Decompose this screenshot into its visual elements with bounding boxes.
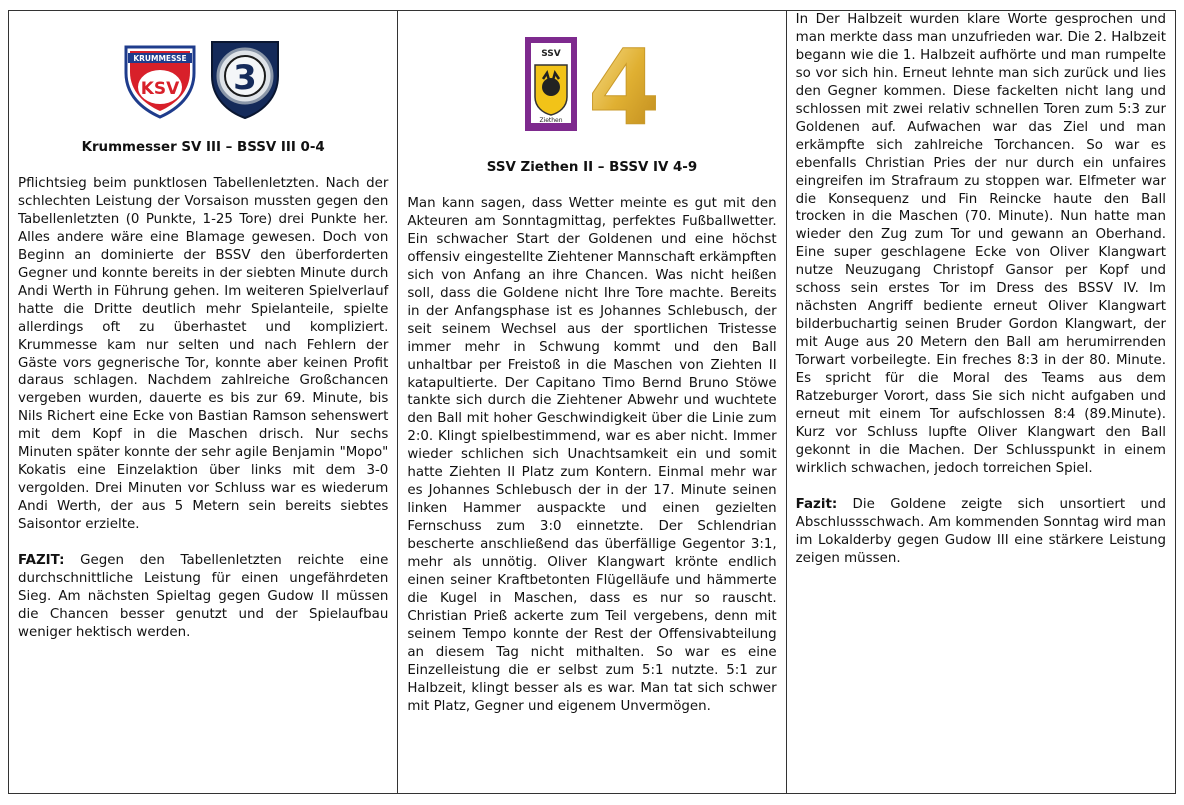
svg-text:3: 3 — [233, 58, 257, 98]
gold-number-four-icon — [585, 34, 663, 134]
krummesser-sv-crest-icon — [120, 39, 200, 119]
column-ziethen-report — [397, 11, 785, 793]
match-title-krummesse: Krummesser SV III – BSSV III 0-4 — [81, 140, 325, 155]
fazit-label: Fazit: — [795, 496, 838, 512]
logo-row — [18, 31, 388, 127]
second-half-report-text: In Der Halbzeit wurden klare Worte gesprochen und man merkte dass man unzufrieden war. Die 2. Halbzeit begann wie die 1. Halbzeit aufhörte und man rumpelte so vor sich hin. Erneut lehnte man sich zurück und lies den Gegner kommen. Diese fackelten nicht lang und schlossen mit zwei relativ schnellen Toren zum 5:3 zur Goldenen auf. Aufwachen war das Ziel und man erkämpfte sich zahlreiche Torchancen. So war es ebenfalls Christian Pries der nur durch ein unfaires eingreifen im Strafraum zu stoppen war. Elfmeter war die Konsequenz und Fin Reincke haute den Ball trocken in die Maschen (70. Minute). Nun hatte man wieder den Zug zum Tor und gewann an Oberhand. Eine super geschlagene Ecke von Oliver Klangwart nutze Neuzugang Christopf Gansor per Kopf und schoss sein erstes Tor im Dress des BSSV IV. Im nächsten Angriff bediente erneut Oliver Klangwart bilderbuchartig seinen Bruder Gordon Klangwart, der mit Auge aus 20 Metern den Ball am herumirrenden Torwart vorbeilegte. Ein freches 8:3 in der 80. Minute. Es spricht für die Moral des Teams aus dem Ratzeburger Vorort, dass Sie sich nicht aufgaben und erneut mit einem Tor aufschlossen 8:4 (89.Minute). Kurz vor Schluss lupfte Oliver Klangwart den Ball gekonnt in die Machen. Der Schlusspunkt in einem wirklich schwachen, jedoch torreichen Spiel. — [795, 12, 1166, 476]
fazit-paragraph — [796, 496, 1166, 568]
match-title-ziethen: SSV Ziethen II – BSSV IV 4-9 — [486, 160, 698, 175]
column-krummesse-report — [9, 11, 397, 793]
svg-text:KRUMMESSE: KRUMMESSE — [133, 54, 187, 63]
fazit-label: FAZIT: — [18, 553, 65, 569]
match-report-text: Man kann sagen, dass Wetter meinte es gut mit den Akteuren am Sonntagmittag, perfektes Fußballwetter. Ein schwacher Start der Goldenen und eine höchst offensiv eingestellte Ziehtener Mannschaft erkämpften sich von Anfang an ihre Chancen. Was nicht heißen soll, dass die Goldene nicht Ihre Tore machte. Bereits in der Anfangsphase ist es Johannes Schlebusch, der seit seinem Wechsel aus der sportlichen Tristesse immer mehr in Schwung kommt und den Ball unhaltbar per Freistoß in die Maschen von Ziehten II katapultierte. Der Capitano Timo Bernd Bruno Stöwe tankte sich durch die Ziehtener Abwehr und wuchtete den Ball mit hoher Geschwindigkeit über die Linie zum 2:0. Klingt spielbestimmend, war es aber nicht. Immer wieder schlichen sich Unachtsamkeit ein und somit hatte Ziehten II Platz zum Kontern. Einmal mehr war es Johannes Schlebusch der in der 17. Minute seinen linken Hammer auspackte und einen gezielten Fernschuss zum 3:0 einnetzte. Der Schlendrian bescherte anschließend das überfällige Gegentor 3:1, mehr als unnötig. Oliver Klangwart krönte endlich einen seiner Kraftbetonten Flügelläufe und hämmerte die Kugel in Maschen, dass es nur so rauscht. Christian Prieß ackerte zum Teil vergebens, denn mit seinem Tempo konnte der Rest der Offensivabteilung an diesem Tag nicht mithalten. So war es eine Einzelleistung die er selbst zum 5:1 nutzte. 5:1 zur Halbzeit, klingt besser als es war. Man tat sich schwer mit Platz, Gegner und eigenem Unvermögen. — [407, 196, 777, 714]
fazit-paragraph — [18, 552, 388, 642]
svg-text:Ziethen: Ziethen — [539, 117, 563, 124]
match-report-text: Pflichtsieg beim punktlosen Tabellenletzten. Nach der schlechten Leistung der Vorsaison mussten gegen den Tabellenletzten (0 Punkte, 1-25 Tore) drei Punkte her. Alles andere wäre eine Blamage gewesen. Doch von Beginn an dominierte der BSSV den überforderten Gegner und konnte bereits in der siebten Minute durch Andi Werth in Führung gehen. Im weiteren Spielverlauf hatte die Dritte deutlich mehr Spielanteile, spielte allerdings oft zu überhastet und kompliziert. Krummesse kam nur selten und nach Fehlern der Gäste vors gegnerische Tor, konnte aber keinen Profit daraus schlagen. Nachdem zahlreiche Großchancen vergeben wurden, dauerte es bis zur 69. Minute, bis Nils Richert eine Ecke von Bastian Ramson sehenswert mit dem Kopf in die Maschen drisch. Nur sechs Minuten später konnte der sehr agile Benjamin "Mopo" Kokatis eine Einzelaktion über links mit dem 3-0 vergolden. Drei Minuten vor Schluss war es wiederum Andi Werth, der aus 5 Metern sein bereits siebtes Saisontor erzielte. — [18, 176, 389, 533]
fazit-text: Gegen den Tabellenletzten reichte eine durchschnittliche Leistung für einen ungefährdeten Sieg. Am nächsten Spieltag gegen Gudow II müssen die Chancen besser genutzt und der Spielaufbau weniger hektisch werden. — [18, 553, 389, 640]
column-report-continuation — [786, 11, 1175, 793]
bssv-club-crest-icon — [204, 36, 286, 122]
svg-text:SSV: SSV — [541, 49, 561, 59]
fazit-text: Die Goldene zeigte sich unsortiert und Abschlussschwach. Am kommenden Sonntag wird man im Lokalderby gegen Gudow III eine stärkere Leistung zeigen müssen. — [795, 496, 1166, 566]
svg-text:4: 4 — [587, 34, 661, 134]
ssv-ziethen-crest-icon — [521, 35, 581, 133]
report-table — [8, 10, 1176, 794]
svg-text:KSV: KSV — [140, 79, 180, 99]
logo-row — [407, 29, 776, 139]
